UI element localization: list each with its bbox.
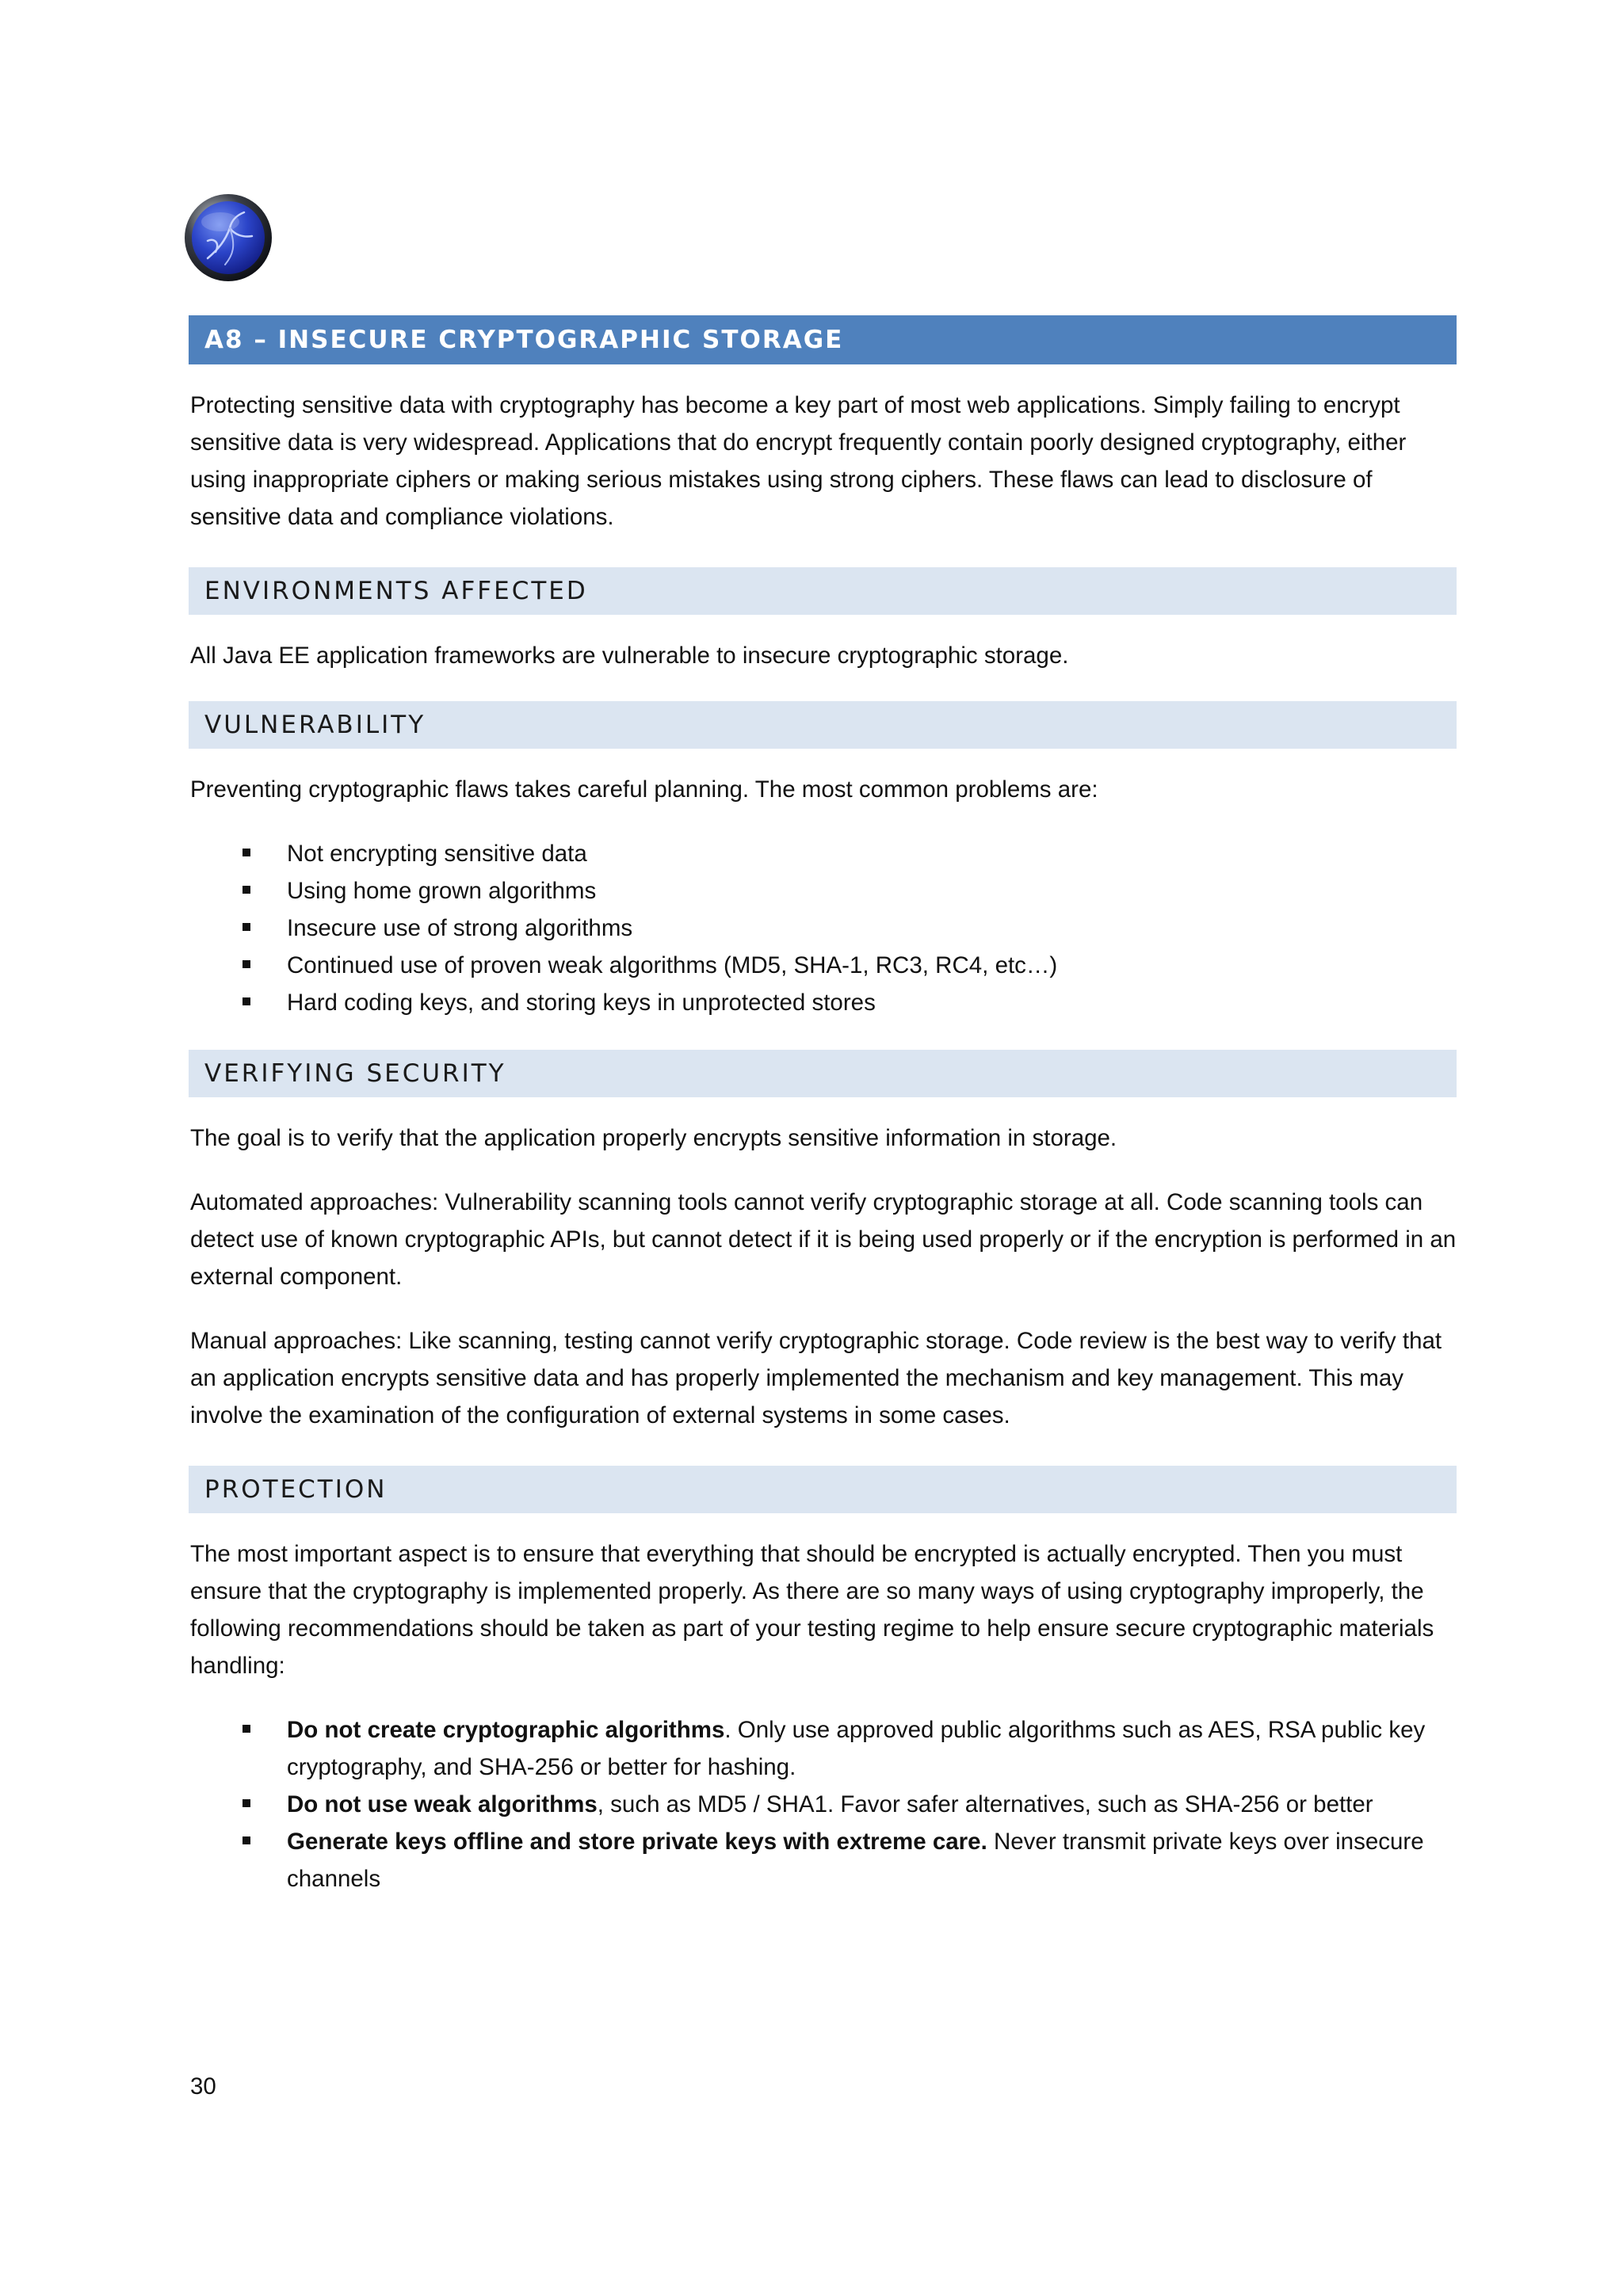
verifying-goal-paragraph: The goal is to verify that the application properly encrypts sensitive information in storage.	[190, 1125, 1117, 1151]
list-item	[190, 1786, 1457, 1823]
section-heading-text: VERIFYING SECURITY	[204, 1059, 506, 1088]
page-title-bar	[189, 315, 1457, 364]
section-heading-vulnerability	[189, 701, 1457, 749]
list-item-text: , such as MD5 / SHA1. Favor safer alternatives, such as SHA-256 or better	[597, 1791, 1373, 1817]
intro-paragraph: Protecting sensitive data with cryptography has become a key part of most web applications. Simply failing to encrypt sensitive data is very widespread. Applications that do encrypt frequently contain poorly designed cryptography, either using inappropriate ciphers or making serious mistakes using strong ciphers. These flaws can lead to disclosure of sensitive data and compliance violations.	[190, 392, 1407, 530]
list-item: Insecure use of strong algorithms	[190, 910, 1457, 947]
section-heading-verifying	[189, 1050, 1457, 1097]
list-item-text: . Only use approved public algorithms such as AES, RSA public key cryptography, and SHA-256 or better for hashing.	[287, 1717, 1426, 1780]
list-item-bold: Do not create cryptographic algorithms	[287, 1717, 725, 1743]
section-heading-text: VULNERABILITY	[204, 711, 426, 739]
page-number: 30	[190, 2073, 216, 2100]
list-item: Not encrypting sensitive data	[190, 835, 1457, 872]
list-item: Hard coding keys, and storing keys in unprotected stores	[190, 984, 1457, 1021]
list-item	[190, 1823, 1457, 1897]
owasp-wasp-logo-icon	[184, 193, 273, 282]
list-item: Using home grown algorithms	[190, 872, 1457, 910]
section-heading-text: PROTECTION	[204, 1475, 388, 1504]
protection-list	[190, 1711, 1457, 1897]
list-item-bold: Do not use weak algorithms	[287, 1791, 598, 1817]
section-heading-environments	[189, 567, 1457, 615]
environments-paragraph: All Java EE application frameworks are vulnerable to insecure cryptographic storage.	[190, 643, 1069, 669]
list-item	[190, 1711, 1457, 1786]
section-heading-protection	[189, 1466, 1457, 1513]
vulnerability-paragraph: Preventing cryptographic flaws takes careful planning. The most common problems are:	[190, 776, 1098, 803]
verifying-automated-paragraph: Automated approaches: Vulnerability scanning tools cannot verify cryptographic storage at all. Code scanning tools can detect use of known cryptographic APIs, but cannot detect if it is being used properly or if the encryption is performed in an external component.	[190, 1189, 1457, 1290]
list-item-text: Never transmit private keys over insecure channels	[287, 1829, 1424, 1892]
page-title: A8 – INSECURE CRYPTOGRAPHIC STORAGE	[204, 326, 844, 354]
page-content	[190, 315, 1457, 1897]
verifying-manual-paragraph: Manual approaches: Like scanning, testing cannot verify cryptographic storage. Code review is the best way to verify that an application encrypts sensitive data and has properly implemented the mechanism and key management. This may involve the examination of the configuration of external systems in some cases.	[190, 1328, 1442, 1428]
section-heading-text: ENVIRONMENTS AFFECTED	[204, 577, 588, 605]
list-item-bold: Generate keys offline and store private keys with extreme care.	[287, 1829, 987, 1855]
list-item: Continued use of proven weak algorithms (MD5, SHA-1, RC3, RC4, etc…)	[190, 947, 1457, 984]
vulnerability-list	[190, 835, 1457, 1021]
protection-paragraph: The most important aspect is to ensure that everything that should be encrypted is actually encrypted. Then you must ensure that the cryptography is implemented properly. As there are so many ways of using cryptography improperly, the following recommendations should be taken as part of your testing regime to help ensure secure cryptographic materials handling:	[190, 1541, 1434, 1679]
